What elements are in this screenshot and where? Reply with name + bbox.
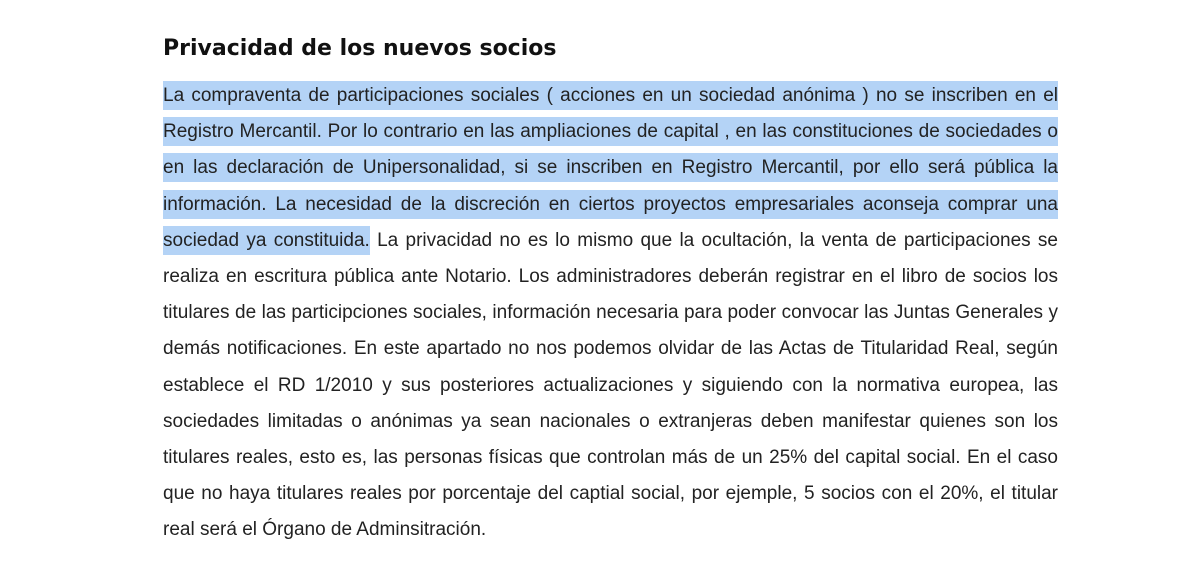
body-paragraph[interactable]: [163, 78, 1058, 549]
selected-text[interactable]: La compraventa de participaciones sociales ( acciones en un sociedad anónima ) no se inscriben en el Registro Mercantil. Por lo contrario en las ampliaciones de capital , en las constituciones de sociedades o en las declaración de Unipersonalidad, si se inscriben en Registro Mercantil, por ello será pública la información. La necesidad de la discreción en ciertos proyectos empresariales aconseja comprar una sociedad ya constituida.: [163, 81, 1058, 255]
section-heading: Privacidad de los nuevos socios: [163, 36, 557, 61]
paragraph-text[interactable]: La privacidad no es lo mismo que la ocultación, la venta de participaciones se realiza en escritura pública ante Notario. Los administradores deberán registrar en el libro de socios los titulares de las participciones sociales, información necesaria para poder convocar las Juntas Generales y demás notificaciones. En este apartado no nos podemos olvidar de las Actas de Titularidad Real, según establece el RD 1/2010 y sus posteriores actualizaciones y siguiendo con la normativa europea, las sociedades limitadas o anónimas ya sean nacionales o extranjeras deben manifestar quienes son los titulares reales, esto es, las personas físicas que controlan más de un 25% del capital social. En el caso que no haya titulares reales por porcentaje del captial social, por ejemple, 5 socios con el 20%, el titular real será el Órgano de Adminsitración.: [163, 229, 1058, 541]
